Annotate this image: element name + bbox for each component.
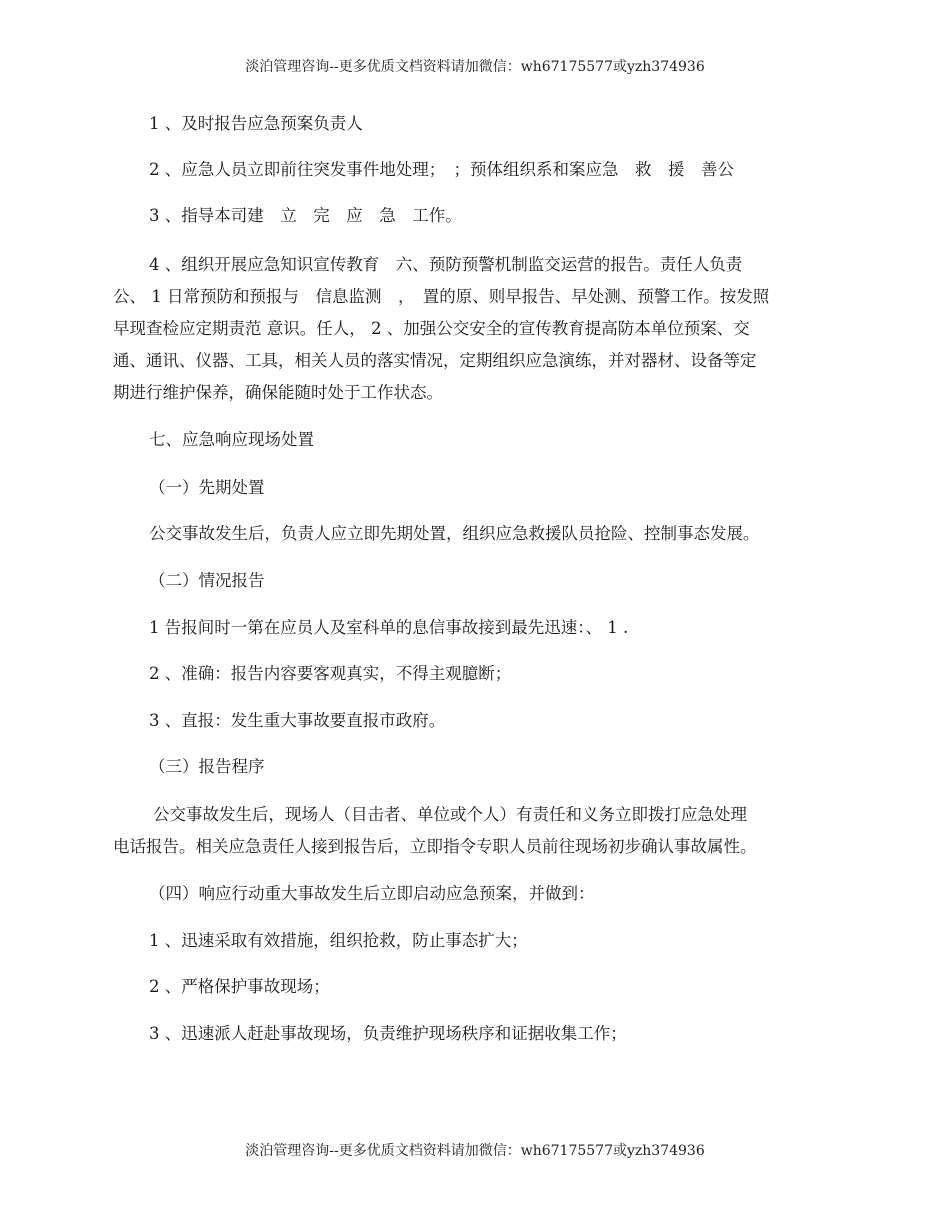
paragraph-4-line-5: 期进行维护保养，确保能随时处于工作状态。 — [113, 383, 443, 402]
paragraph-action-1: 1 、迅速采取有效措施，组织抢救，防止事态扩大； — [149, 931, 528, 950]
paragraph-report-3: 3 、直报：发生重大事故要直报市政府。 — [149, 711, 446, 730]
paragraph-action-2: 2 、严格保护事故现场； — [149, 977, 330, 996]
paragraph-4 — [113, 249, 839, 409]
subheading-2: （二）情况报告 — [149, 571, 265, 590]
subheading-4: （四）响应行动重大事故发生后立即启动应急预案，并做到： — [149, 884, 595, 903]
paragraph-4-line-3: 早现查检应定期责范 意识。任人， 2 、加强公交安全的宣传教育提高防本单位预案、交 — [113, 319, 750, 338]
paragraph-report-1: 1 告报间时一第在应员人及室科单的息信事故接到最先迅速：、 1 . — [149, 618, 629, 637]
paragraph-4-line-4: 通、通讯、仪器、工具，相关人员的落实情况，定期组织应急演练，并对器材、设备等定 — [113, 351, 757, 370]
paragraph-procedure — [113, 799, 839, 863]
section-heading-7: 七、应急响应现场处置 — [149, 430, 314, 449]
paragraph-report-2: 2 、准确：报告内容要客观真实，不得主观臆断； — [149, 664, 512, 683]
paragraph-3: 3 、指导本司建 立 完 应 急 工作。 — [149, 206, 462, 225]
page-footer: 淡泊管理咨询--更多优质文档资料请加微信：wh67175577或yzh374936 — [245, 1143, 705, 1159]
paragraph-1: 1 、及时报告应急预案负责人 — [149, 114, 363, 133]
page-header: 淡泊管理咨询--更多优质文档资料请加微信：wh67175577或yzh374936 — [245, 59, 705, 75]
paragraph-procedure-line-1: 公交事故发生后，现场人（目击者、单位或个人）有责任和义务立即拨打应急处理 — [153, 805, 747, 824]
subheading-3: （三）报告程序 — [149, 757, 265, 776]
paragraph-4-line-1: 4 、组织开展应急知识宣传教育 六、预防预警机制监交运营的报告。责任人负责 — [149, 255, 743, 274]
paragraph-4-line-2: 公、 1 日常预防和预报与 信息监测 ， 置的原、则早报告、早处测、预警工作。按发照 — [113, 287, 770, 306]
subheading-1: （一）先期处置 — [149, 478, 265, 497]
paragraph-2: 2 、应急人员立即前往突发事件地处理； ；预体组织系和案应急 救 援 善公 — [149, 160, 734, 179]
paragraph-initial-handling: 公交事故发生后，负责人应立即先期处置，组织应急救援队员抢险、控制事态发展。 — [149, 524, 760, 543]
paragraph-action-3: 3 、迅速派人赶赴事故现场，负责维护现场秩序和证据收集工作； — [149, 1024, 627, 1043]
paragraph-procedure-line-2: 电话报告。相关应急责任人接到报告后，立即指令专职人员前往现场初步确认事故属性。 — [113, 837, 757, 856]
